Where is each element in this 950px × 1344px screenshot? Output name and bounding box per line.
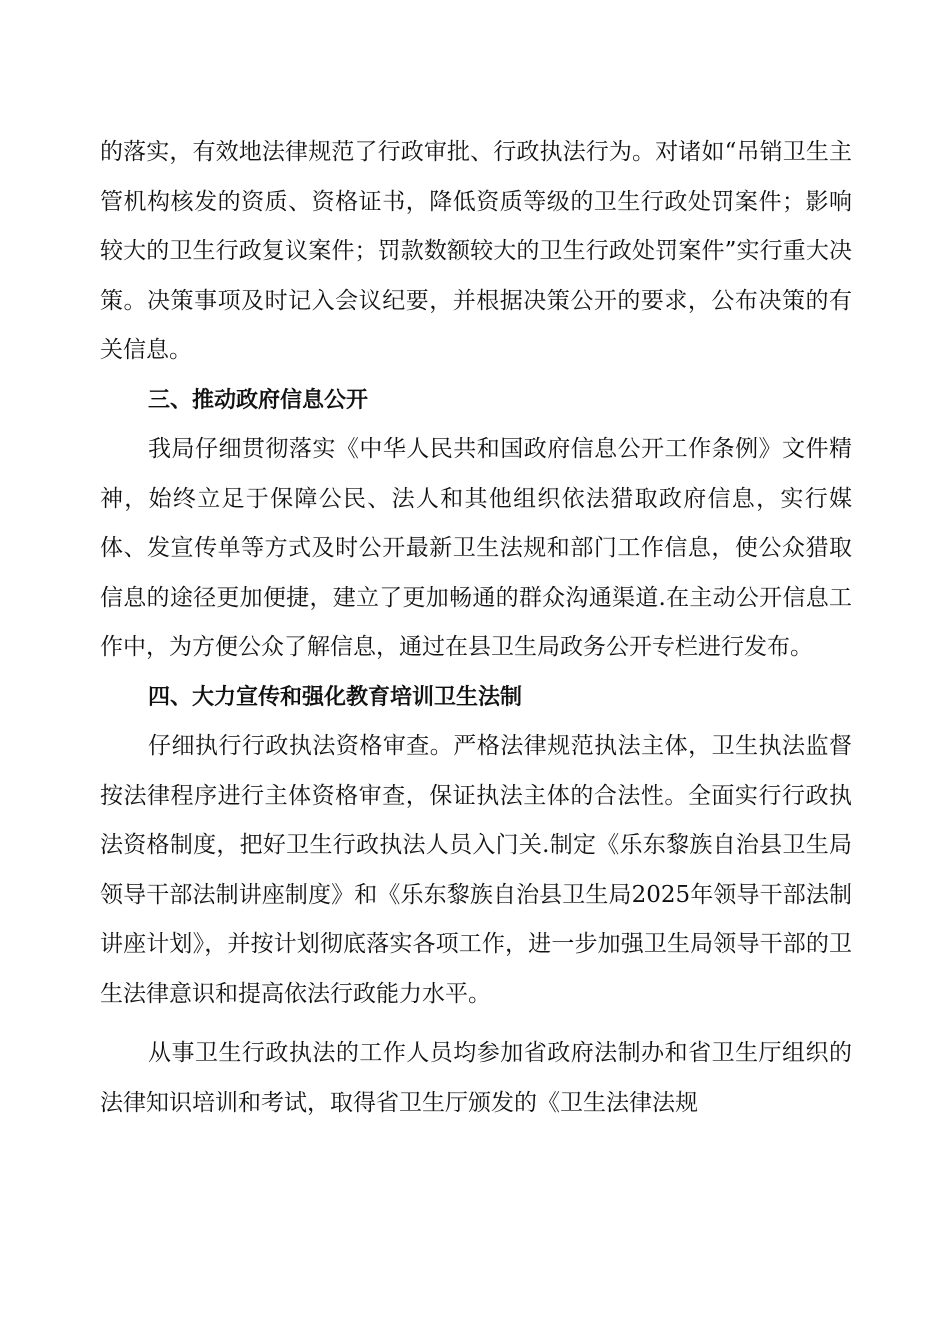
paragraph-info-disclosure: 我局仔细贯彻落实《中华人民共和国政府信息公开工作条例》文件精神，始终立足于保障公民、法人和其他组织依法猎取政府信息，实行媒体、发宣传单等方式及时公开最新卫生法规和部门工作信息，使公众猎取信息的途径更加便捷，建立了更加畅通的群众沟通渠道.在主动公开信息工作中，为方便公众了解信息，通过在县卫生局政务公开专栏进行发布。 [100, 436, 852, 660]
paragraph-qualification-review: 仔细执行行政执法资格审查。严格法律规范执法主体，卫生执法监督按法律程序进行主体资格审查，保证执法主体的合法性。全面实行行政执法资格制度，把好卫生行政执法人员入门关.制定《乐东黎族自治县卫生局领导干部法制讲座制度》和《乐东黎族自治县卫生局2025年领导干部法制讲座计划》，并按计划彻底落实各项工作，进一步加强卫生局领导干部的卫生法律意识和提高依法行政能力水平。 [100, 733, 852, 1007]
paragraph-training: 从事卫生行政执法的工作人员均参加省政府法制办和省卫生厅组织的法律知识培训和考试，取得省卫生厅颁发的《卫生法律法规 [100, 1040, 852, 1116]
paragraph-continued: 的落实，有效地法律规范了行政审批、行政执法行为。对诸如“吊销卫生主管机构核发的资质、资格证书，降低资质等级的卫生行政处罚案件；影响较大的卫生行政复议案件；罚款数额较大的卫生行政处罚案件”实行重大决策。决策事项及时记入会议纪要，并根据决策公开的要求，公布决策的有关信息。 [100, 139, 852, 363]
document-body [100, 128, 852, 1128]
section-heading-4: 四、大力宣传和强化教育培训卫生法制 [148, 684, 523, 710]
section-heading-3: 三、推动政府信息公开 [148, 387, 369, 413]
